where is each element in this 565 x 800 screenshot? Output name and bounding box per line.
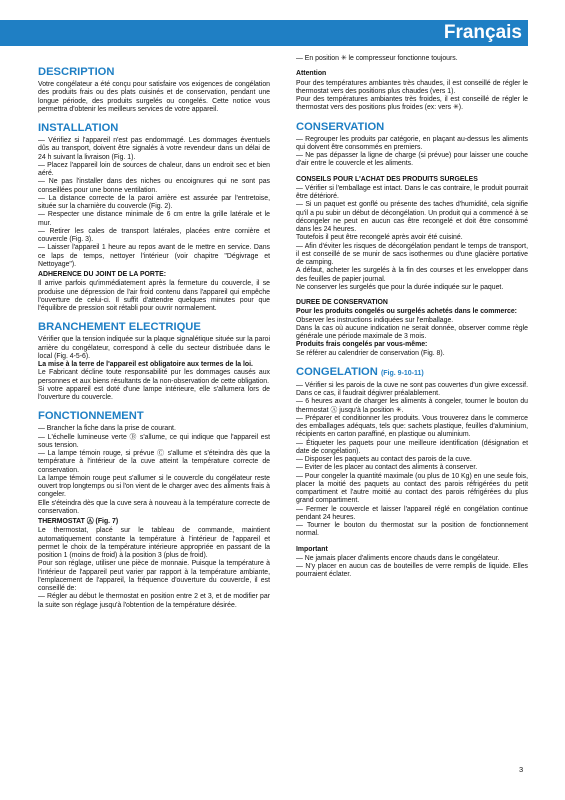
conservation-heading: CONSERVATION (296, 120, 385, 133)
freezing-title: CONGELATION (296, 365, 378, 378)
installation-item: — Respecter une distance minimale de 6 cm entre la grille latérale et le mur. (38, 211, 270, 227)
freezing-fig-ref: (Fig. 9-10-11) (380, 369, 424, 377)
installation-heading: INSTALLATION (38, 122, 119, 134)
operation-item: La lampe témoin rouge peut s'allumer si le couvercle du congélateur reste ouvert trop longtemps ou si l'on vient de le charger avec des aliments frais à congeler. (38, 474, 270, 499)
advice-item: — Si un paquet est gonflé ou présente des taches d'humidité, cela signifie qu'il a pu subir un début de décongélation. Un produit qui a commencé à se décongeler ne peut en aucun cas être recongelé et doit être consommé dans les 24 heures. (296, 201, 528, 233)
language-banner (0, 20, 528, 46)
description-heading: DESCRIPTION (38, 66, 115, 78)
compressor-line: — En position ✳ le compresseur fonctionne toujours. (296, 55, 458, 62)
storage-duration-sub: Pour les produits congelés ou surgelés achetés dans le commerce: (296, 308, 517, 316)
freezing-item: — Fermer le couvercle et laisser l'appareil réglé en congélation continue pendant 24 heures. (296, 505, 528, 521)
fresh-products-text: Se référer au calendrier de conservation (Fig. 8). (296, 349, 445, 357)
thermostat-item: Pour son réglage, utiliser une pièce de monnaie. Puisque la température à l'intérieur de l'appareil peut varier par rapport à la température ambiante, l'emplacement de l'appareil, la fréquence d'ouverture du couvercle, il est conseillé de: (38, 560, 270, 592)
lamp-text: Si votre appareil est doté d'une lampe intérieure, elle s'allumera lors de l'ouverture du couvercle. (38, 385, 270, 401)
thermostat-item: Le thermostat, placé sur le tableau de commande, maintient automatiquement constante la température à l'intérieur de l'appareil et permet le choix de la température intérieure appropriée en passant de la position 1 (moins de froid) à la position 3 (plus de froid). (38, 527, 270, 559)
operation-item: — L'échelle lumineuse verte Ⓑ s'allume, ce qui indique que l'appareil est sous tension. (38, 433, 270, 449)
installation-item: — Laisser l'appareil 1 heure au repos avant de le mettre en service. Dans ce laps de temps, nettoyer l'intérieur (voir chapitre "Dégivrage et Nettoyage"). (38, 244, 270, 268)
operation-heading: FONCTIONNEMENT (38, 410, 144, 423)
purchase-advice-heading: CONSEILS POUR L'ACHAT DES PRODUITS SURGELES (296, 175, 478, 183)
fresh-products-heading: Produits frais congelés par vous-même: (296, 341, 428, 349)
important-heading: Important (296, 545, 328, 553)
electric-heading: BRANCHEMENT ELECTRIQUE (38, 321, 201, 334)
freezing-item: — Disposer les paquets au contact des parois de la cuve. (296, 456, 472, 463)
thermostat-item: — Régler au début le thermostat en position entre 2 et 3, et de modifier par la suite son réglage jusqu'à l'obtention de la température désirée. (38, 593, 270, 609)
operation-item: Elle s'éteindra dès que la cuve sera à nouveau à la température correcte de conservation. (38, 499, 270, 515)
advice-item: — Vérifier si l'emballage est intact. Dans le cas contraire, le produit pourrait être détérioré. (296, 184, 528, 200)
advice-item: A défaut, acheter les surgelés à la fin des courses et les envelopper dans des feuilles de papier journal. (296, 267, 528, 283)
important-item: — Ne jamais placer d'aliments encore chauds dans le congélateur. (296, 554, 500, 562)
storage-duration-text: Observer les instructions indiquées sur l'emballage. (296, 316, 454, 324)
right-column (296, 55, 528, 580)
language-label: Français (443, 22, 522, 43)
storage-duration-text: Dans la cas où aucune indication ne serait donnée, observer comme règle générale une période maximale de 3 mois. (296, 324, 528, 340)
freezing-item: — Tourner le bouton du thermostat sur la position de fonctionnement normal. (296, 522, 528, 538)
freezing-item: — Préparer et conditionner les produits. Vous trouverez dans le commerce des emballages adéquats, tels que: sachets plastique, feuilles d'aluminium, récipients en carton paraffiné, en plastique ou aluminium. (296, 414, 528, 439)
advice-item: Ne conserver les surgelés que pour la durée indiquée sur le paquet. (296, 283, 504, 291)
storage-duration-heading: DUREE DE CONSERVATION (296, 299, 388, 306)
advice-item: — Afin d'éviter les risques de décongélation pendant le temps de transport, il est conseillé de se munir de sacs isothermes ou d'une glacière portative de camping. (296, 242, 528, 266)
freezing-item: — Eviter de les placer au contact des aliments à conserver. (296, 464, 478, 472)
freezing-item: — Vérifier si les parois de la cuve ne sont pas couvertes d'un givre excessif. Dans ce cas, il faudrait dégivrer préalablement. (296, 381, 528, 397)
door-seal-heading: ADHERENCE DU JOINT DE LA PORTE: (38, 271, 166, 278)
installation-item: — Ne pas l'installer dans des niches ou encoignures qui ne sont pas conseillées pour une bonne ventilation. (38, 178, 270, 194)
freezing-item: — Pour congeler la quantité maximale (ou plus de 10 Kg) en une seule fois, placer la moitié des paquets au contact des parois réfrigérées du petit compartiment et l'autre moitié au contact des parois réfrigérées du plus grand compartiment. (296, 472, 528, 505)
attention-text: Pour des températures ambiantes très froides, il est conseillé de régler le thermostat vers des positions plus froides (ex: vers ✳). (296, 96, 528, 112)
left-column (38, 66, 270, 610)
description-text: Votre congélateur a été conçu pour satisfaire vos exigences de congélation des produits frais ou des plats cuisinés et de conservation, pendant une longue période, des produits surgelés ou congelés. Cette notice vous permettra d'obtenir les meilleurs services de votre appareil. (38, 81, 270, 113)
conservation-item: — Regrouper les produits par catégorie, en plaçant au-dessus les aliments qui doivent être consommés en premiers. (296, 135, 528, 151)
freezing-heading (296, 366, 528, 380)
liability-text: Le Fabricant décline toute responsabilité pur les dommages causés aux personnes et aux biens résultants de la non-observation de cette obligation. (38, 369, 270, 385)
earthing-warning: La mise à la terre de l'appareil est obligatoire aux termes de la loi. (38, 361, 253, 368)
installation-item: — Retirer les cales de transport latérales, placées entre cornière et couvercle (Fig. 3). (38, 227, 270, 243)
important-item: — N'y placer en aucun cas de bouteilles de verre remplis de liquide. Elles pourraient éclater. (296, 563, 528, 579)
operation-item: — La lampe témoin rouge, si prévue Ⓒ s'allume et s'éteindra dès que la température à l'intérieur de la cuve atteint la température correcte de conservation. (38, 450, 270, 474)
installation-item: — Placez l'appareil loin de sources de chaleur, dans un endroit sec et bien aéré. (38, 161, 270, 177)
attention-text: Pour des températures ambiantes très chaudes, il est conseillé de régler le thermostat vers des positions plus chaudes (vers 1). (296, 79, 528, 95)
operation-item: — Brancher la fiche dans la prise de courant. (38, 425, 176, 433)
advice-item: Toutefois il peut être recongelé après avoir été cuisiné. (296, 234, 463, 242)
freezing-item: — Étiqueter les paquets pour une meilleure identification (désignation et date de congélation). (296, 439, 528, 455)
freezing-item: — 6 heures avant de charger les aliments à congeler, tourner le bouton du thermostat Ⓐ jusqu'à la position ✳. (296, 398, 528, 414)
electric-text: Vérifier que la tension indiquée sur la plaque signalétique située sur la paroi arrière du congélateur, correspond à celle du secteur distribuée dans le local (Fig. 4-5-6). (38, 336, 270, 360)
door-seal-text: Il arrive parfois qu'immédiatement après la fermeture du couvercle, il se produise une dépression de l'air froid contenu dans l'appareil qui empêche l'ouverture de celui-ci. Il suffit d'attendre quelques minutes pour que l'équilibre de pression soit rétabli pour ouvrir normalement. (38, 280, 270, 312)
page-number: 3 (519, 765, 524, 774)
thermostat-heading: THERMOSTAT Ⓐ (Fig. 7) (38, 518, 119, 525)
conservation-item: — Ne pas dépasser la ligne de charge (si prévue) pour laisser une couche d'air entre le couvercle et les aliments. (296, 152, 528, 168)
installation-item: — Vérifiez si l'appareil n'est pas endommagé. Les dommages éventuels dûs au transport, doivent être signalés à votre revendeur dans un délai de 24 h suivant la livraison (Fig. 1). (38, 137, 270, 161)
installation-item: — La distance correcte de la paroi arrière est assurée par l'entretoise, située sur la charnière du couvercle (Fig. 2). (38, 194, 270, 210)
attention-heading: Attention (296, 70, 327, 78)
